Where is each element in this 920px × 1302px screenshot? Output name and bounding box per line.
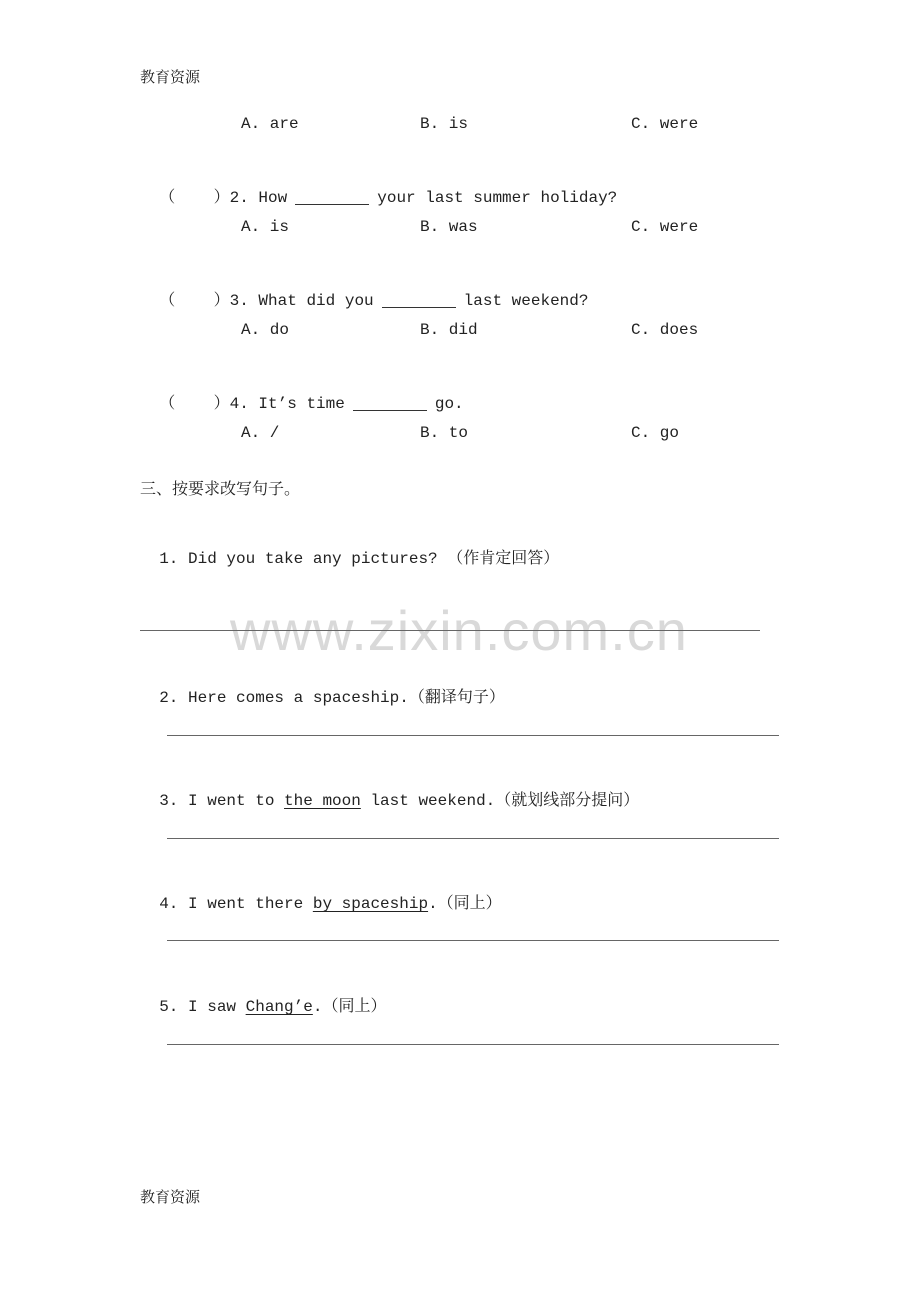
item-sentence: Here comes a spaceship. (188, 689, 409, 707)
q1-option-a[interactable]: A. are (241, 115, 299, 133)
item-sentence: Did you take any pictures? (188, 550, 438, 568)
q1-option-c[interactable]: C. were (631, 115, 699, 133)
question-3 (140, 269, 588, 310)
answer-line-3[interactable] (167, 838, 779, 839)
underlined-part: Chang’e (245, 998, 313, 1016)
fill-blank[interactable] (382, 306, 456, 308)
q4-option-a[interactable]: A. / (241, 424, 280, 442)
q2-option-a[interactable]: A. is (241, 218, 290, 236)
answer-line-2[interactable] (167, 735, 779, 736)
rewrite-item-1 (140, 527, 559, 568)
question-stem-end: last weekend? (463, 292, 589, 310)
q3-option-c[interactable]: C. does (631, 321, 699, 339)
answer-line-5[interactable] (167, 1044, 779, 1045)
item-number: 5. (159, 998, 179, 1016)
rewrite-item-5 (140, 975, 386, 1016)
question-stem: 4. It’s time (229, 395, 345, 413)
item-instruction: （翻译句子） (408, 687, 505, 706)
item-sentence-end: . (312, 998, 323, 1016)
item-sentence-start: I went to (188, 792, 285, 810)
answer-line-4[interactable] (167, 940, 779, 941)
question-stem: 3. What did you (229, 292, 374, 310)
item-instruction: （就划线部分提问） (495, 790, 640, 809)
item-sentence-end: last weekend. (360, 792, 496, 810)
watermark-text: www.zixin.com.cn (230, 599, 688, 662)
item-number: 2. (159, 689, 179, 707)
question-stem-end: go. (434, 395, 464, 413)
answer-line-1[interactable] (140, 630, 760, 631)
q4-option-b[interactable]: B. to (420, 424, 469, 442)
fill-blank[interactable] (353, 409, 427, 411)
rewrite-item-3 (140, 769, 639, 810)
section-title: 三、按要求改写句子。 (140, 479, 301, 498)
q4-option-c[interactable]: C. go (631, 424, 680, 442)
rewrite-item-2 (140, 666, 505, 707)
underlined-part: the moon (284, 792, 361, 810)
q2-option-b[interactable]: B. was (420, 218, 478, 236)
answer-paren[interactable]: （ ） (159, 395, 230, 413)
page-header: 教育资源 (140, 68, 201, 86)
rewrite-item-4 (140, 872, 502, 913)
question-2 (140, 166, 617, 207)
underlined-part: by spaceship (312, 895, 429, 913)
item-sentence-end: . (428, 895, 438, 913)
item-instruction: （作肯定回答） (447, 548, 560, 567)
q3-option-a[interactable]: A. do (241, 321, 290, 339)
question-4 (140, 372, 464, 413)
item-number: 3. (159, 792, 179, 810)
question-stem: 2. How (229, 189, 288, 207)
q2-option-c[interactable]: C. were (631, 218, 699, 236)
q1-option-b[interactable]: B. is (420, 115, 469, 133)
question-stem-end: your last summer holiday? (377, 189, 618, 207)
item-sentence-start: I saw (188, 998, 246, 1016)
q3-option-b[interactable]: B. did (420, 321, 478, 339)
item-instruction: （同上） (322, 996, 387, 1015)
item-number: 4. (159, 895, 179, 913)
answer-paren[interactable]: （ ） (159, 292, 230, 310)
answer-paren[interactable]: （ ） (159, 189, 230, 207)
item-instruction: （同上） (437, 893, 502, 912)
item-number: 1. (159, 550, 179, 568)
fill-blank[interactable] (295, 203, 369, 205)
page-footer: 教育资源 (140, 1188, 201, 1206)
item-sentence-start: I went there (188, 895, 313, 913)
